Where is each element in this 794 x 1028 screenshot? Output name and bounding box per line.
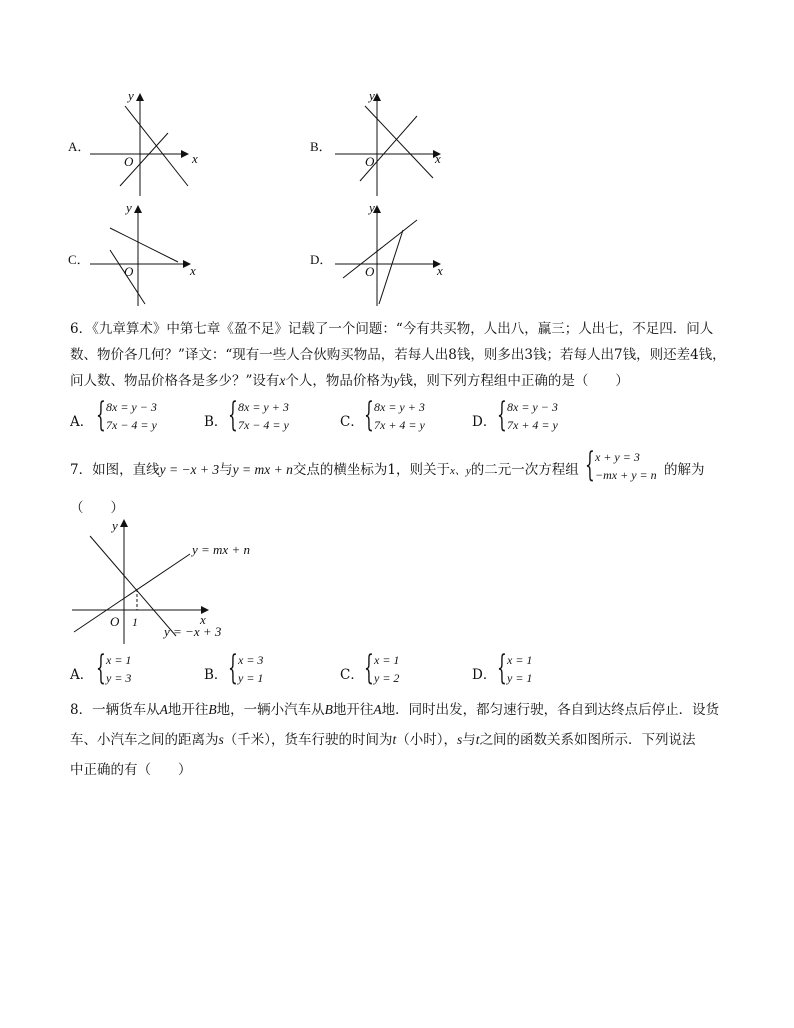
- graph-b: [335, 86, 455, 198]
- question-7: 7．如图，直线y = −x + 3与y = mx + n交点的横坐标为1，则关于x、y的二元一次方程组: [70, 462, 579, 478]
- graph-c: [90, 200, 210, 310]
- option-c-label: C．: [68, 252, 90, 267]
- q6-option-a[interactable]: A．: [70, 414, 94, 430]
- origin-label: O: [124, 154, 134, 169]
- line-label-mx-n: y = mx + n: [192, 542, 250, 557]
- graph-line: [360, 116, 417, 181]
- y-axis-label: y: [126, 200, 132, 215]
- graph-line: [379, 230, 403, 304]
- graph-line: [365, 106, 433, 178]
- x-axis-label: x: [200, 612, 206, 627]
- tick-label-1: 1: [132, 615, 138, 629]
- q6-option-c[interactable]: C．: [340, 414, 364, 430]
- question-6: [70, 316, 730, 394]
- option-b-label: B．: [310, 139, 332, 154]
- q6-line-1: 6．《九章算术》中第七章《盈不足》记载了一个问题：“今有共买物，人出八，赢三；人出七，不足四．问人: [70, 321, 714, 337]
- q7-option-a[interactable]: A．: [70, 667, 94, 683]
- y-axis-label: y: [112, 518, 118, 533]
- x-axis-label: x: [192, 151, 198, 166]
- q8-line-3: 中正确的有（ ）: [70, 762, 192, 778]
- x-axis-label: x: [190, 263, 196, 278]
- question-8: [70, 697, 730, 783]
- x-axis-label: x: [435, 151, 441, 166]
- q7-option-b[interactable]: B．: [204, 667, 228, 683]
- origin-label: O: [365, 154, 375, 169]
- origin-label: O: [124, 264, 134, 279]
- origin-label: O: [110, 614, 120, 629]
- q7-option-d[interactable]: D．: [472, 667, 497, 683]
- q6-line-2: 数、物价各几何？”译文：“现有一些人合伙购买物品，若每人出8钱，则多出3钱；若每人出7钱，则还差4钱，: [70, 347, 726, 363]
- q7-option-c[interactable]: C．: [340, 667, 364, 683]
- q7-tail: 的解为: [664, 462, 705, 478]
- q6-option-d[interactable]: D．: [472, 414, 497, 430]
- q8-line-1: 8．一辆货车从A地开往B地，一辆小汽车从B地开往A地．同时出发，都匀速行驶，各自到达终点后停止．设货: [70, 702, 720, 718]
- option-d-label: D．: [310, 252, 333, 267]
- q7-paren: （ ）: [70, 500, 124, 516]
- graph-d: [335, 200, 455, 310]
- line-label-neg-x: y = −x + 3: [164, 624, 222, 639]
- x-axis-label: x: [437, 263, 443, 278]
- y-axis-label: y: [369, 200, 375, 215]
- y-axis-label: y: [369, 88, 375, 103]
- q7-graph: [68, 516, 258, 646]
- y-axis-label: y: [128, 88, 134, 103]
- graph-line: [343, 220, 417, 278]
- q6-option-b[interactable]: B．: [204, 414, 228, 430]
- graph-a: [90, 86, 210, 198]
- option-a-label: A．: [68, 139, 91, 154]
- origin-label: O: [365, 264, 375, 279]
- graph-line: [110, 228, 178, 262]
- q6-line-3: 问人数、物品价格各是多少？”设有x个人，物品价格为y钱，则下列方程组中正确的是（ ）: [70, 373, 629, 389]
- q8-line-2: 车、小汽车之间的距离为s（千米），货车行驶的时间为t（小时），s与t之间的函数关系如图所示．下列说法: [70, 732, 696, 748]
